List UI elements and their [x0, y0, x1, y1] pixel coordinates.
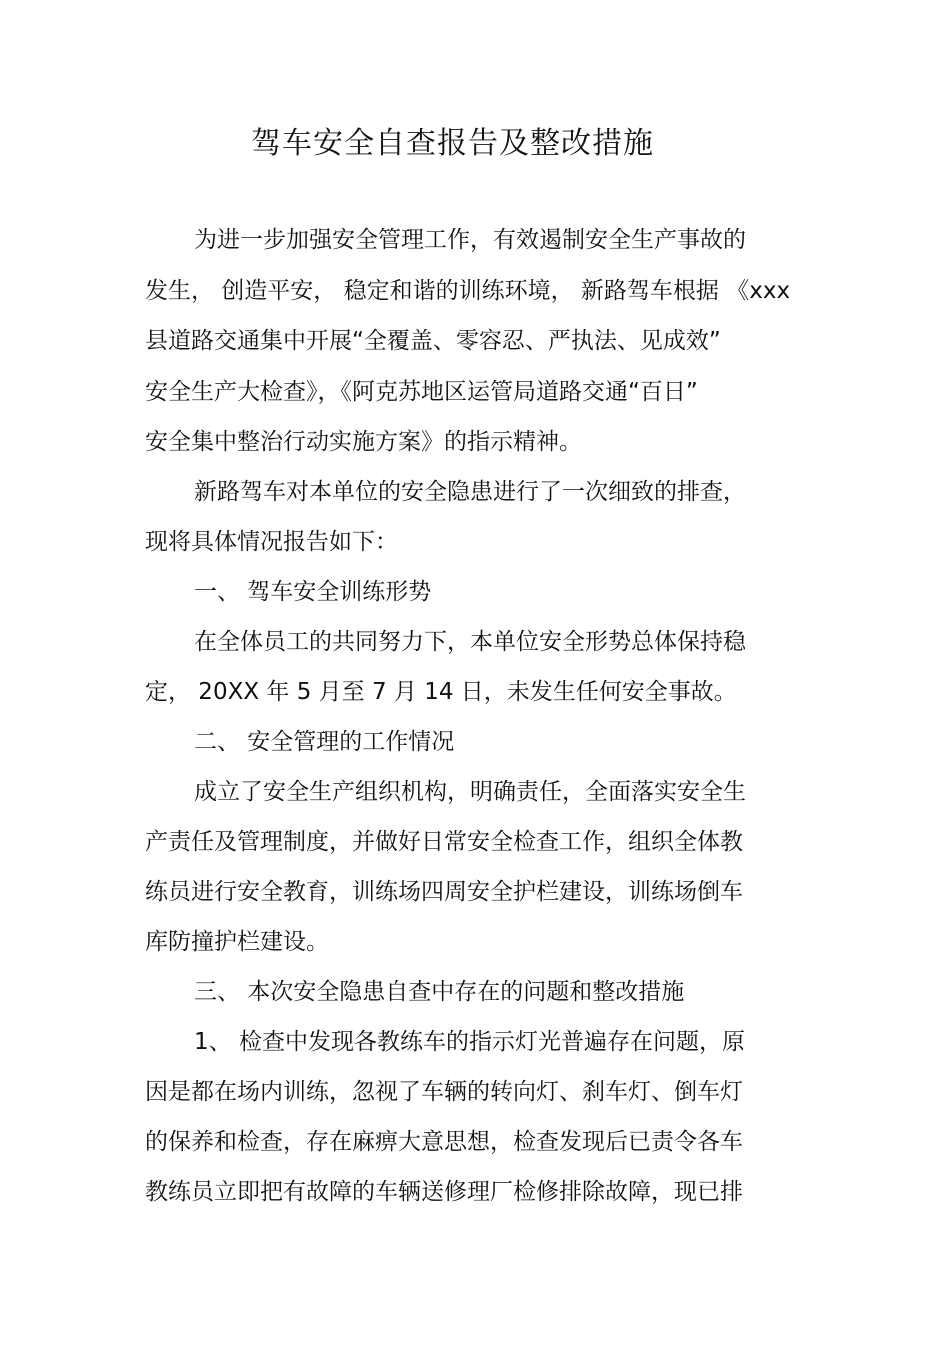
paragraph-line: 练员进行安全教育，训练场四周安全护栏建设，训练场倒车 [145, 879, 743, 905]
section-heading: 一、 驾车安全训练形势 [194, 579, 432, 605]
paragraph-line: 产责任及管理制度，并做好日常安全检查工作，组织全体教 [145, 829, 743, 855]
section-heading: 二、 安全管理的工作情况 [194, 729, 455, 755]
paragraph-line: 因是都在场内训练，忽视了车辆的转向灯、刹车灯、倒车灯 [145, 1079, 743, 1105]
paragraph-line: 发生， 创造平安， 稳定和谐的训练环境， 新路驾车根据 《xxx [145, 278, 791, 304]
paragraph-line: 的保养和检查，存在麻痹大意思想，检查发现后已责令各车 [145, 1129, 743, 1155]
paragraph-line: 安全生产大检查》，《阿克苏地区运管局道路交通“百日” [145, 379, 698, 405]
document-title: 驾车安全自查报告及整改措施 [251, 126, 654, 161]
paragraph-line: 在全体员工的共同努力下，本单位安全形势总体保持稳 [194, 629, 746, 655]
paragraph-line: 库防撞护栏建设。 [145, 929, 329, 955]
paragraph-line: 定， 20XX 年 5 月至 7 月 14 日，未发生任何安全事故。 [145, 679, 737, 705]
paragraph-line: 1、 检查中发现各教练车的指示灯光普遍存在问题，原 [194, 1029, 745, 1055]
paragraph-line: 教练员立即把有故障的车辆送修理厂检修排除故障，现已排 [145, 1179, 743, 1205]
section-heading: 三、 本次安全隐患自查中存在的问题和整改措施 [194, 979, 685, 1005]
paragraph-line: 县道路交通集中开展“全覆盖、零容忍、严执法、见成效” [145, 328, 721, 354]
paragraph-line: 为进一步加强安全管理工作，有效遏制安全生产事故的 [194, 227, 746, 253]
paragraph-line: 新路驾车对本单位的安全隐患进行了一次细致的排查， [194, 479, 746, 505]
paragraph-line: 成立了安全生产组织机构，明确责任，全面落实安全生 [194, 779, 746, 805]
paragraph-line: 安全集中整治行动实施方案》的指示精神。 [145, 429, 582, 455]
paragraph-line: 现将具体情况报告如下： [145, 529, 398, 555]
